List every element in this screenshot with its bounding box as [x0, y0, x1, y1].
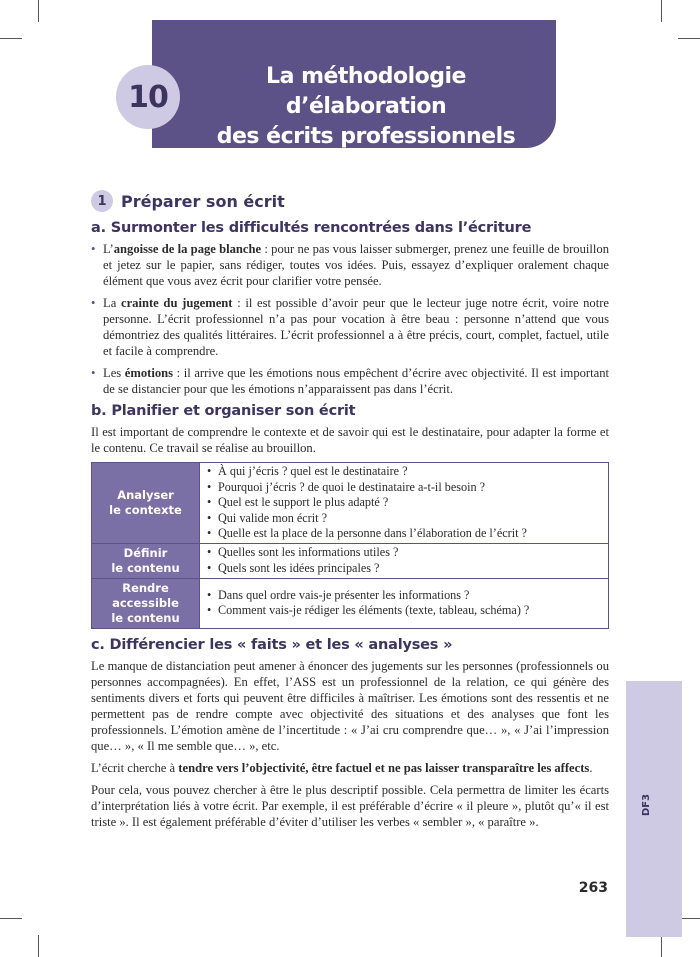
- row-label-line: Rendre: [122, 580, 169, 595]
- planning-table: [91, 462, 609, 629]
- table-list-item: • Comment vais-je rédiger les éléments (texte, tableau, schéma) ?: [206, 603, 602, 619]
- table-list-item: • À qui j’écris ? quel est le destinataire ?: [206, 464, 602, 480]
- side-tab-label: DF3: [641, 793, 652, 817]
- chapter-number: 10: [128, 79, 168, 115]
- table-list-item: • Dans quel ordre vais-je présenter les informations ?: [206, 588, 602, 604]
- item-prefix: La: [103, 296, 121, 310]
- crop-mark: [678, 38, 700, 39]
- table-list-item: • Quels sont les idées principales ?: [206, 561, 602, 577]
- row-label: [92, 543, 200, 578]
- chapter-title-line2: des écrits professionnels: [216, 124, 516, 149]
- section-heading: [91, 190, 609, 212]
- chapter-title: [186, 62, 546, 152]
- section-number: 1: [91, 190, 113, 212]
- table-list-item: • Quel est le support le plus adapté ?: [206, 495, 602, 511]
- para-emphasis: tendre vers l’objectivité, être factuel et ne pas laisser transparaître les affects: [178, 760, 590, 775]
- difficulties-list: [91, 241, 609, 397]
- subsection-b-intro: Il est important de comprendre le contexte et de savoir qui est le destinataire, pour adapter la forme et le contenu. Ce travail se réalise au brouillon.: [91, 425, 609, 455]
- list-item: [91, 295, 609, 359]
- row-label-line: Analyser: [117, 487, 174, 502]
- table-list-item: • Quelle est la place de la personne dans l’élaboration de l’écrit ?: [206, 526, 602, 542]
- crop-mark: [38, 935, 39, 957]
- row-label-line: le contenu: [111, 610, 180, 625]
- row-label: [92, 578, 200, 628]
- subsection-c-para3: Pour cela, vous pouvez chercher à être le plus descriptif possible. Cela permettra de limiter les écarts d’interprétation liés à votre écrit. Par exemple, il est préférable d’écrire « il pleure », plutôt qu’« il est triste ». Il est également préférable d’éviter d’utiliser les verbes « sembler », « paraître ».: [91, 782, 609, 829]
- section-title: Préparer son écrit: [121, 191, 285, 211]
- list-item: [91, 241, 609, 289]
- row-label: [92, 463, 200, 544]
- para-text: L’écrit cherche à: [91, 760, 179, 775]
- item-prefix: Les: [103, 366, 125, 380]
- item-prefix: L’: [103, 242, 114, 256]
- row-items: [200, 543, 609, 578]
- para-text: .: [589, 760, 593, 775]
- item-text: : il est possible d’avoir peur que le lecteur juge notre écrit, voire notre personne. L’écrit professionnel n’a pas pour vocation à être beau : personne n’attend que vous démontriez des qualités littéraires. L’écrit professionnel a à être précis, court, complet, factuel, utile et facile à comprendre.: [103, 296, 610, 358]
- row-label-line: le contexte: [109, 502, 182, 517]
- page-number: 263: [578, 880, 608, 896]
- row-items: [200, 463, 609, 544]
- row-label-line: Définir: [123, 545, 168, 560]
- chapter-number-badge: [116, 65, 180, 129]
- item-text: : il arrive que les émotions nous empêchent d’écrire avec objectivité. Il est important de se distancier pour que les émotions n’apparaissent pas dans l’écrit.: [103, 366, 609, 396]
- chapter-title-line1: La méthodologie d’élaboration: [266, 64, 466, 119]
- crop-mark: [0, 38, 22, 39]
- main-content: [91, 190, 609, 836]
- row-items: [200, 578, 609, 628]
- crop-mark: [38, 0, 39, 22]
- crop-mark: [0, 918, 22, 919]
- table-list-item: • Qui valide mon écrit ?: [206, 511, 602, 527]
- subsection-c-para1: Le manque de distanciation peut amener à énoncer des jugements sur les personnes (professionnels ou personnes accompagnées). En effet, l’ASS est un professionnel de la relation, ce qui génère des sentiments divers et forts qui peuvent être difficiles à maîtriser. Les émotions sont des ressentis et ne permettent pas de rendre compte avec objectivité des situations et des analyses que font les professionnels. L’émotion amène de l’incertitude : « J’ai cru comprendre que… », « J’ai l’impression que… », « Il me semble que… », etc.: [91, 658, 609, 753]
- item-term: émotions: [124, 366, 174, 380]
- subsection-a-title: a. Surmonter les difficultés rencontrées dans l’écriture: [91, 220, 532, 236]
- item-term: crainte du jugement: [120, 296, 233, 310]
- table-list-item: • Pourquoi j’écris ? de quoi le destinataire a-t-il besoin ?: [206, 480, 602, 496]
- list-item: [91, 365, 609, 397]
- table-row: [92, 578, 609, 628]
- crop-mark: [661, 0, 662, 22]
- subsection-c-para2: [91, 760, 609, 776]
- item-text: : pour ne pas vous laisser submerger, prenez une feuille de brouillon et jetez sur le papier, sans rédiger, toutes vos idées. Puis, essayez d’expliquer oralement chaque élément que vous avez écrit pour clarifier votre pensée.: [103, 242, 609, 288]
- row-label-line: le contenu: [111, 560, 180, 575]
- table-list-item: • Quelles sont les informations utiles ?: [206, 545, 602, 561]
- subsection-b-title: b. Planifier et organiser son écrit: [91, 403, 356, 419]
- table-row: [92, 543, 609, 578]
- crop-mark: [661, 935, 662, 957]
- row-label-line: accessible: [112, 595, 179, 610]
- table-row: [92, 463, 609, 544]
- subsection-c-title: c. Différencier les « faits » et les « analyses »: [91, 636, 453, 653]
- item-term: angoisse de la page blanche: [113, 242, 262, 256]
